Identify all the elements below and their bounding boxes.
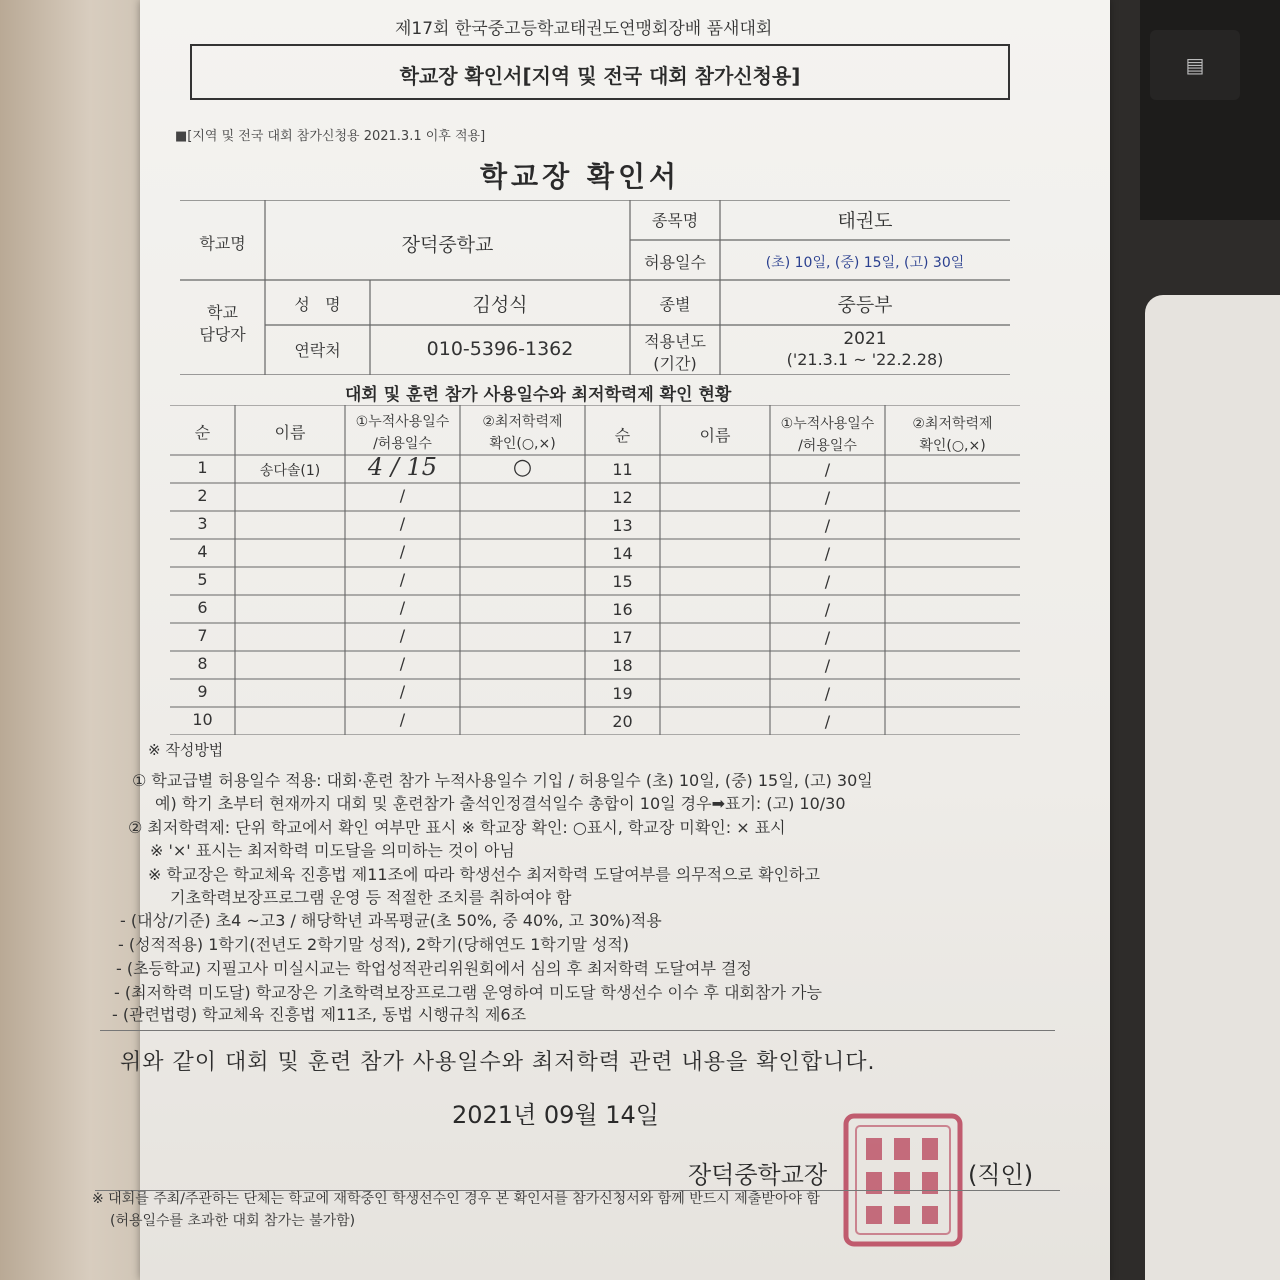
table-row-no: 13 [612, 516, 633, 535]
table-row-usage: / [399, 570, 406, 589]
table-row-usage: / [824, 684, 831, 703]
seal-note: (직인) [968, 1161, 1034, 1189]
header-check-left-1: ②최저학력제 [482, 414, 563, 430]
footer-note-2: (허용일수를 초과한 대회 참가는 불가함) [110, 1213, 356, 1229]
table-row-usage: / [824, 516, 831, 535]
instruction-line: ※ 학교장은 학교체육 진흥법 제11조에 따라 학생선수 최저학력 도달여부를 의무적으로 확인하고 [148, 865, 820, 884]
table-row-usage: / [824, 544, 831, 563]
instruction-line: - (최저학력 미도달) 학교장은 기초학력보장프로그램 운영하여 미도달 학생선수 이수 후 대회참가 가능 [114, 983, 822, 1002]
table-row-no: 17 [612, 628, 633, 647]
allowed-days-label: 허용일수 [644, 253, 706, 272]
table-row-no: 11 [612, 460, 633, 479]
table-row-no: 6 [197, 598, 208, 617]
table-row-no: 19 [612, 684, 633, 703]
year-value: 2021 [843, 329, 887, 349]
instruction-line: - (관련법령) 학교체육 진흥법 제11조, 동법 시행규칙 제6조 [112, 1005, 527, 1024]
table-row-no: 4 [197, 542, 208, 561]
period-value: ('21.3.1 ~ '22.2.28) [786, 350, 944, 369]
table-row-no: 12 [612, 488, 633, 507]
contact-label: 학교 담당자 [199, 303, 246, 344]
table-row-usage: / [824, 488, 831, 507]
header-usage-right-2: /허용일수 [798, 438, 857, 454]
table-row-no: 16 [612, 600, 633, 619]
table-row-usage: / [824, 460, 831, 479]
table-row-usage: / [824, 572, 831, 591]
header-name-left: 이름 [274, 423, 306, 442]
desk-left [0, 0, 150, 1280]
name-value: 김성식 [472, 294, 528, 316]
issue-date: 2021년 09월 14일 [452, 1101, 659, 1129]
table-row-usage: / [399, 486, 406, 505]
division-label: 종별 [659, 295, 691, 314]
mouse-pad [1145, 295, 1280, 1280]
table-row-usage: / [399, 514, 406, 533]
table-row-usage: / [824, 712, 831, 731]
footer-note: ※ 대회를 주최/주관하는 단체는 학교에 재학중인 학생선수인 경우 본 확인서를 참가신청서와 함께 반드시 제출받아야 함 [92, 1191, 820, 1207]
table-row-no: 18 [612, 656, 633, 675]
school-label: 학교명 [199, 234, 246, 253]
period-label: (기간) [653, 354, 697, 373]
table-row-usage: / [824, 600, 831, 619]
table-row-no: 8 [197, 654, 208, 673]
table-row-no: 5 [197, 570, 208, 589]
school-name: 장덕중학교 [401, 234, 494, 256]
info-form [180, 200, 1010, 375]
official-seal-icon [838, 1110, 968, 1250]
keyboard-key-icon: ▤ [1150, 30, 1240, 100]
table-row-name: 송다솔(1) [259, 463, 321, 479]
table-row-usage: / [399, 710, 406, 729]
table-row-usage: / [399, 654, 406, 673]
instruction-line: - (성적적용) 1학기(전년도 2학기말 성적), 2학기(당해연도 1학기말 성적) [118, 935, 630, 954]
applicability-note: ■[지역 및 전국 대회 참가신청용 2021.3.1 이후 적용] [175, 129, 486, 144]
header-usage-left-1: ①누적사용일수 [355, 414, 450, 430]
table-row-no: 14 [612, 544, 633, 563]
instruction-line: 예) 학기 초부터 현재까지 대회 및 훈련참가 출석인정결석일수 총합이 10일 경우➡표기: (고) 10/30 [155, 794, 846, 813]
phone-value: 010-5396-1362 [426, 338, 574, 360]
instruction-line: - (대상/기준) 초4 ~고3 / 해당학년 과목평균(초 50%, 중 40%, 고 30%)적용 [120, 911, 662, 930]
division-value: 중등부 [837, 294, 893, 316]
header-check-right-1: ②최저학력제 [912, 416, 993, 432]
phone-label: 연락처 [294, 341, 341, 360]
table-row-no: 1 [197, 458, 208, 477]
table-row-usage: / [399, 682, 406, 701]
header-check-right-2: 확인(○,×) [919, 438, 986, 454]
form-title-box [190, 44, 1010, 100]
table-row-no: 10 [192, 710, 213, 729]
table-row-usage: / [399, 542, 406, 561]
table-row-usage-handwritten: 4 / 15 [367, 453, 438, 481]
table-row-usage: / [399, 626, 406, 645]
table-row-no: 20 [612, 712, 633, 731]
table-row-usage: / [824, 656, 831, 675]
year-label: 적용년도 [644, 332, 706, 351]
instruction-line: ※ '×' 표시는 최저학력 미도달을 의미하는 것이 아님 [150, 841, 515, 860]
status-table [170, 405, 1020, 735]
event-value: 태권도 [837, 210, 893, 232]
form-title: 학교장 확인서[지역 및 전국 대회 참가신청용] [399, 64, 801, 88]
table-row-usage: / [399, 598, 406, 617]
instruction-line: ① 학교급별 허용일수 적용: 대회·훈련 참가 누적사용일수 기입 / 허용일수 (초) 10일, (중) 15일, (고) 30일 [132, 771, 873, 790]
instruction-line: ② 최저학력제: 단위 학교에서 확인 여부만 표시 ※ 학교장 확인: ○표시, 학교장 미확인: × 표시 [128, 818, 786, 837]
table-row-no: 3 [197, 514, 208, 533]
status-table-title: 대회 및 훈련 참가 사용일수와 최저학력제 확인 현황 [345, 385, 732, 405]
divider [100, 1030, 1055, 1031]
page-title: 학교장 확인서 [480, 160, 681, 193]
name-label: 성 명 [294, 295, 341, 314]
table-row-usage: / [824, 628, 831, 647]
table-row-no: 7 [197, 626, 208, 645]
header-no-right: 순 [614, 426, 631, 445]
header-name-right: 이름 [699, 426, 731, 445]
table-row-no: 9 [197, 682, 208, 701]
header-no-left: 순 [194, 423, 211, 442]
table-row-check-handwritten: ○ [512, 455, 533, 480]
event-label: 종목명 [651, 211, 699, 230]
confirmation-statement: 위와 같이 대회 및 훈련 참가 사용일수와 최저학력 관련 내용을 확인합니다. [120, 1050, 876, 1075]
allowed-days-value: (초) 10일, (중) 15일, (고) 30일 [765, 255, 965, 271]
instructions-heading: ※ 작성방법 [148, 741, 224, 759]
signature-school: 장덕중학교장 [688, 1161, 828, 1189]
header-usage-left-2: /허용일수 [373, 436, 432, 452]
header-usage-right-1: ①누적사용일수 [780, 416, 875, 432]
competition-title: 제17회 한국중고등학교태권도연맹회장배 품새대회 [395, 19, 773, 39]
table-row-no: 15 [612, 572, 633, 591]
header-check-left-2: 확인(○,×) [489, 436, 556, 452]
instruction-line: 기초학력보장프로그램 운영 등 적절한 조치를 취하여야 함 [170, 888, 572, 907]
table-row-no: 2 [197, 486, 208, 505]
instruction-line: - (초등학교) 지필고사 미실시교는 학업성적관리위원회에서 심의 후 최저학력 도달여부 결정 [116, 959, 752, 978]
